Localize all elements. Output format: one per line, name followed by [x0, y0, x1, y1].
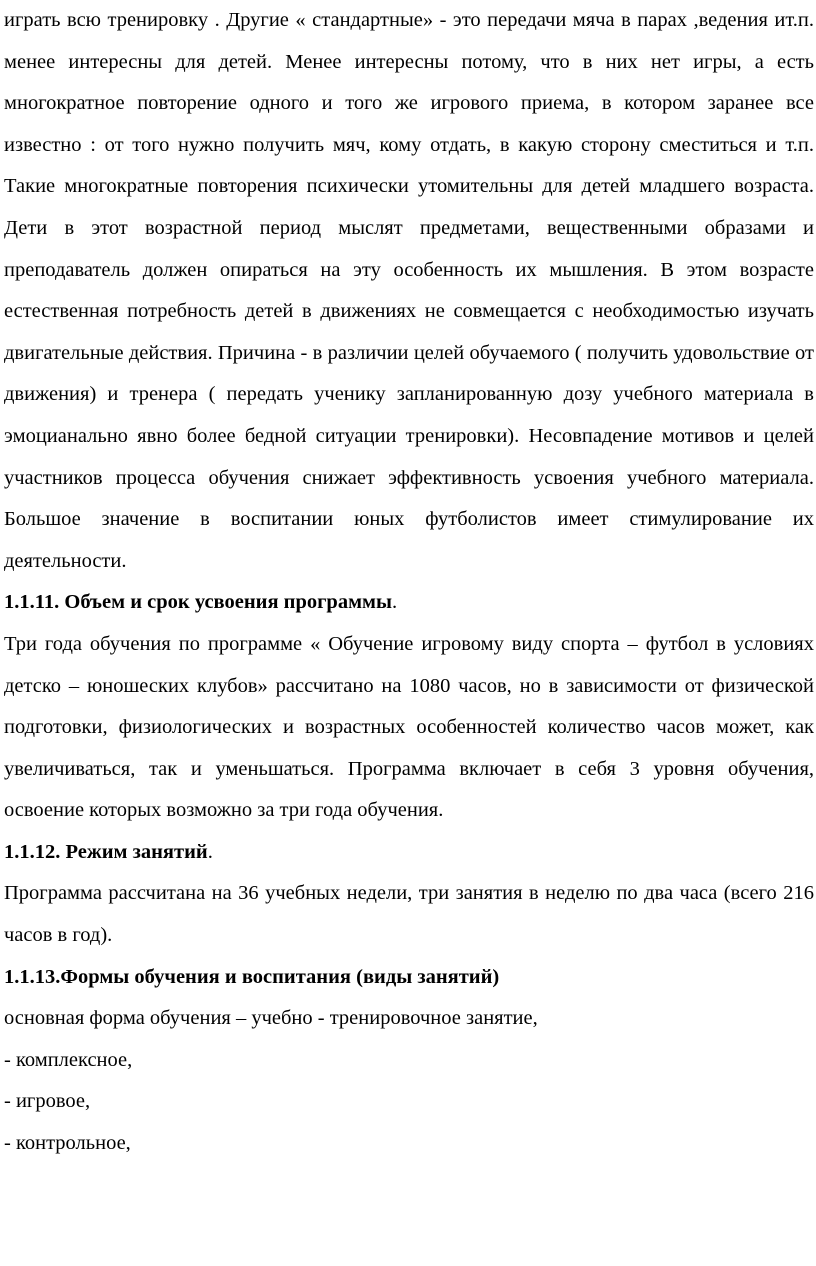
- list-item: - контрольное,: [4, 1132, 131, 1155]
- section-heading-volume-and-duration: [4, 582, 816, 624]
- section-title-suffix: .: [207, 840, 213, 863]
- section-title: Объем и срок усвоения программы: [64, 591, 393, 614]
- list-item: - комплексное,: [4, 1048, 133, 1071]
- section-number: 1.1.12.: [4, 840, 61, 863]
- section-title: Режим занятий: [65, 840, 208, 863]
- section-number: 1.1.11.: [4, 591, 60, 614]
- section-heading-schedule: [4, 832, 816, 874]
- section-number: 1.1.13.: [4, 965, 61, 988]
- paragraph-program-duration: Три года обучения по программе « Обучение игровому виду спорта – футбол в условиях детско – юношеских клубов» рассчитано на 1080 часов, но в зависимости от физической подготовки, физиологических и возрастных особенностей количество часов может, как увеличиваться, так и уменьшаться. Программа включает в себя 3 уровня обучения, освоение которых возможно за три года обучения.: [4, 632, 814, 822]
- paragraph-main-form: основная форма обучения – учебно - тренировочное занятие,: [4, 1007, 538, 1030]
- section-heading-forms-of-training: [4, 957, 816, 999]
- list-item: - игровое,: [4, 1090, 91, 1113]
- paragraph-training-motivation: играть всю тренировку . Другие « стандартные» - это передачи мяча в парах ,ведения ит.п. менее интересны для детей. Менее интересны потому, что в них нет игры, а есть многократное повторение одного и того же игрового приема, в котором заранее все известно : от того нужно получить мяч, кому отдать, в какую сторону сместиться и т.п. Такие многократные повторения психически утомительны для детей младшего возраста. Дети в этот возрастной период мыслят предметами, вещественными образами и преподаватель должен опираться на эту особенность их мышления. В этом возрасте естественная потребность детей в движениях не совмещается с необходимостью изучать двигательные действия. Причина - в различии целей обучаемого ( получить удовольствие от движения) и тренера ( передать ученику запланированную дозу учебного материала в эмоцианально явно более бедной ситуации тренировки). Несовпадение мотивов и целей участников процесса обучения снижает эффективность усвоения учебного материала. Большое значение в воспитании юных футболистов имеет стимулирование их деятельности.: [4, 9, 814, 572]
- section-title-suffix: .: [392, 591, 398, 614]
- section-title: Формы обучения и воспитания (виды занятий): [60, 965, 500, 988]
- paragraph-schedule: Программа рассчитана на 36 учебных недели, три занятия в неделю по два часа (всего 216 часов в год).: [4, 882, 814, 947]
